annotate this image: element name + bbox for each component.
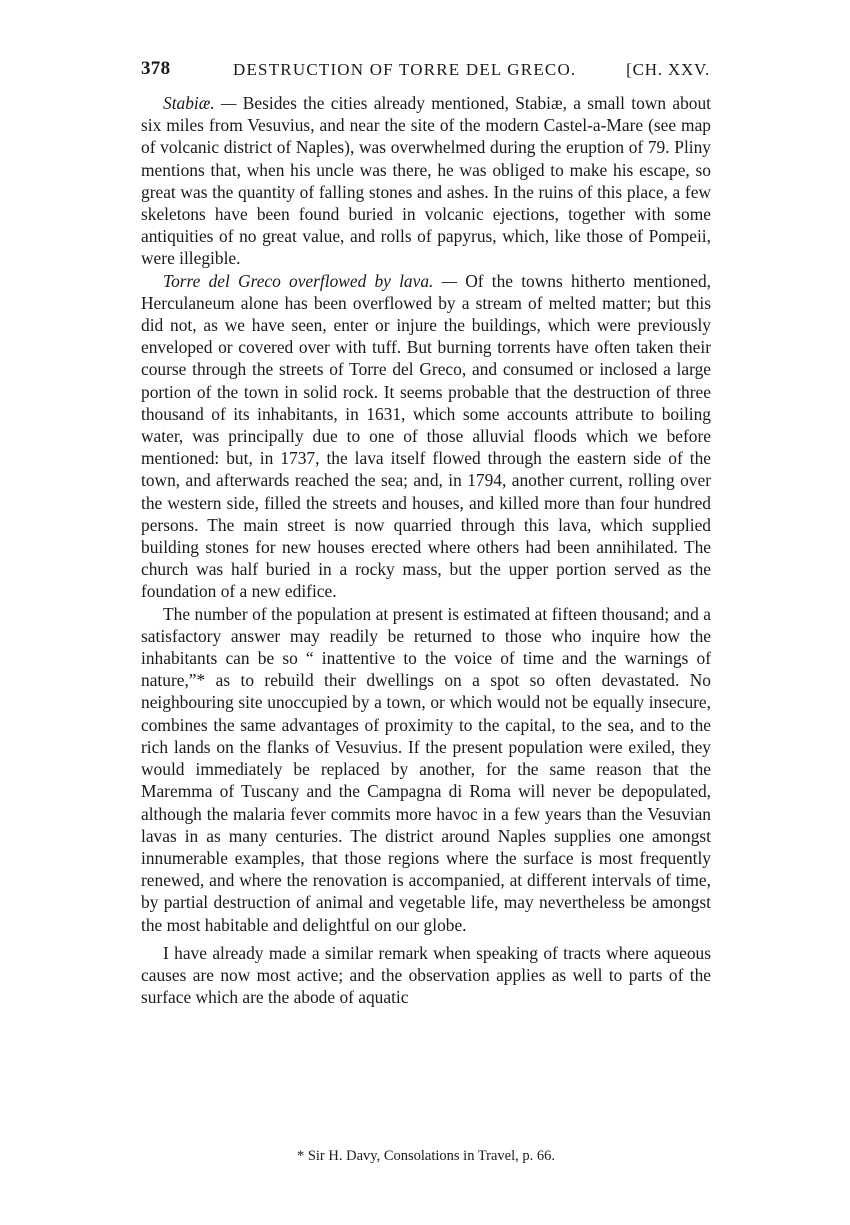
paragraph-text: Of the towns hitherto mentioned, Herculaneum alone has been overflowed by a stream of melted matter; but this did not, as we have seen, enter or injure the buildings, which were previously enveloped or covered over with tuff. But burning torrents have often taken their course through the streets of Torre del Greco, and consumed or inclosed a large portion of the town in solid rock. It seems probable that the destruction of three thousand of its inhabitants, in 1631, which some accounts attribute to boiling water, was principally due to one of those alluvial floods which we before mentioned: but, in 1737, the lava itself flowed through the eastern side of the town, and afterwards reached the sea; and, in 1794, another current, rolling over the western side, filled the streets and houses, and killed more than four hundred persons. The main street is now quarried through this lava, which supplied building stones for new houses erected where others had been annihilated. The church was half buried in a rocky mass, but the upper portion served as the foundation of a new edifice.: [141, 270, 712, 602]
paragraph-text: Besides the cities already mentioned, Stabiæ, a small town about six miles from Vesuvius, and near the site of the modern Castel-a-Mare (see map of volcanic district of Naples), was overwhelmed during the eruption of 79. Pliny mentions that, when his uncle was there, he was obliged to make his escape, so great was the quantity of falling stones and ashes. In the ruins of this place, a few skeletons have been found buried in volcanic ejections, together with some antiquities of no great value, and rolls of papyrus, which, like those of Pompeii, were illegible.: [141, 93, 711, 269]
footnote: * Sir H. Davy, Consolations in Travel, p. 66.: [296, 1148, 556, 1164]
paragraph-similar-remark: [141, 942, 711, 1009]
paragraph-population: [141, 603, 711, 936]
paragraph-text: I have already made a similar remark when speaking of tracts where aqueous causes are now most active; and the observation applies as well to parts of the surface which are the abode of aquatic: [141, 942, 711, 1008]
page-number: 378: [141, 58, 171, 79]
paragraph-stabiae: [141, 92, 711, 270]
paragraph-text: The number of the population at present is estimated at fifteen thousand; and a satisfactory answer may readily be returned to those who inquire how the inhabitants can be so “ inattentive to the voice of time and the warnings of nature,”* as to rebuild their dwellings on a spot so often devastated. No neighbouring site unoccupied by a town, or which would not be equally insecure, combines the same advantages of proximity to the capital, to the sea, and to the rich lands on the flanks of Vesuvius. If the present population were exiled, they would immediately be replaced by another, for the same reason that the Maremma of Tuscany and the Campagna di Roma will never be depopulated, although the malaria fever commits more havoc in a few years than the Vesuvian lavas in as many centuries. The district around Naples supplies one amongst innumerable examples, that those regions where the surface is most frequently renewed, and where the renovation is accompanied, at different intervals of time, by partial destruction of animal and vegetable life, may nevertheless be amongst the most habitable and delightful on our globe.: [141, 603, 711, 935]
paragraph-torre-del-greco: [141, 270, 711, 603]
page-header: [141, 58, 710, 86]
section-heading-torre-del-greco: Torre del Greco overflowed by lava. —: [163, 270, 458, 291]
section-heading-stabiae: Stabiæ. —: [163, 93, 237, 113]
chapter-label: [CH. XXV.: [626, 60, 710, 79]
page-body: [141, 92, 711, 1008]
running-title: DESTRUCTION OF TORRE DEL GRECO.: [233, 60, 577, 79]
